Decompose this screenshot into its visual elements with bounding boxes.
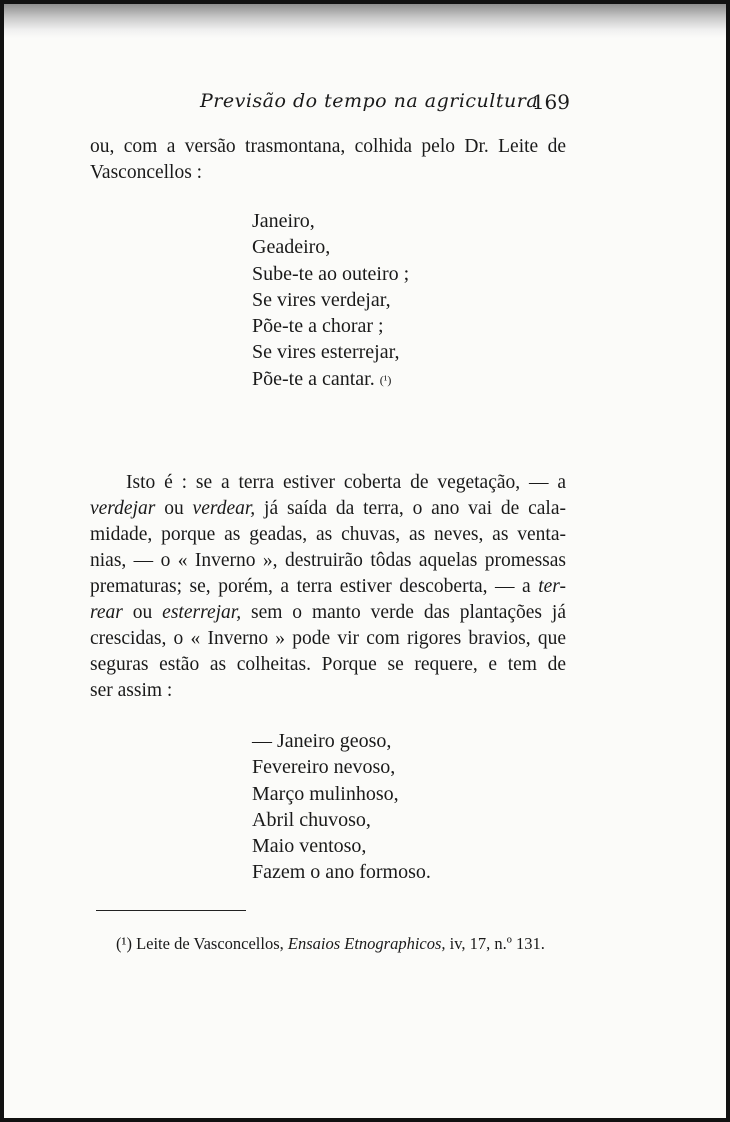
footnote-reference-detail: iv, 17, n.º 131. [445, 934, 545, 953]
paragraph-line [90, 600, 566, 626]
verse-line: Janeiro, [252, 210, 315, 232]
verse-line: Fazem o ano formoso. [252, 861, 431, 884]
footnote [116, 934, 545, 954]
verse-line: Geadeiro, [252, 236, 331, 259]
page-header [200, 90, 570, 120]
footnote-work-title: Ensaios Etnographicos, [287, 934, 446, 953]
verse-line: Sube-te ao outeiro ; [252, 262, 410, 285]
italic-term: ter- [538, 576, 566, 597]
paragraph-line: ou, com a versão trasmontana, colhida pelo Dr. Leite de [90, 136, 566, 157]
verse-line: Fevereiro nevoso, [252, 756, 396, 779]
verse-line: Março mulinhoso, [252, 782, 399, 805]
verse-block-months [252, 728, 431, 886]
page-number: 169 [531, 90, 570, 114]
verse-line: Põe-te a chorar ; [252, 315, 384, 338]
italic-term: esterrejar, [162, 602, 242, 623]
paragraph-line [90, 496, 566, 522]
paragraph-line: midade, porque as geadas, as chuvas, as neves, as venta- [90, 524, 566, 545]
line-text: ou [155, 498, 193, 519]
paragraph-line: nias, — o « Inverno », destruirão tôdas aquelas promessas [90, 550, 566, 571]
footnote-reference: (¹) [379, 372, 392, 387]
line-text: já saída da terra, o ano vai de cala- [255, 498, 566, 519]
line-text: Isto é : se a terra estiver coberta de vegetação, — a [126, 472, 566, 493]
footnote-author: Leite de Vasconcellos, [131, 934, 288, 953]
italic-term: verdejar [90, 498, 156, 519]
line-text: ou [122, 602, 163, 623]
paragraph-line: Vasconcellos : [90, 162, 203, 183]
verse-line-text: Põe-te a cantar. [252, 367, 375, 390]
verse-line: — Janeiro geoso, [252, 730, 392, 752]
paragraph-line [90, 574, 566, 600]
paragraph-line [90, 470, 566, 496]
running-title: Previsão do tempo na agricultura [200, 90, 539, 112]
verse-line: Se vires esterrejar, [252, 341, 400, 364]
verse-block-janeiro [252, 208, 409, 392]
paragraph-line: crescidas, o « Inverno » pode vir com rigores bravios, que [90, 628, 566, 649]
scan-edge-shading [4, 4, 726, 38]
footnote-rule [96, 910, 246, 911]
paragraph-line: seguras estão as colheitas. Porque se requere, e tem de [90, 654, 566, 675]
footnote-marker: (¹) [116, 934, 132, 953]
verse-line: Maio ventoso, [252, 835, 367, 858]
verse-line-last [252, 366, 409, 392]
paragraph-line: ser assim : [90, 680, 173, 701]
italic-term: rear [90, 602, 123, 623]
line-text: prematuras; se, porém, a terra estiver descoberta, — a [90, 576, 539, 597]
line-text: sem o manto verde das plantações já [241, 602, 566, 623]
paragraph-explanation [90, 470, 566, 704]
paragraph-intro [90, 134, 566, 186]
verse-line: Se vires verdejar, [252, 288, 391, 311]
verse-line: Abril chuvoso, [252, 808, 371, 831]
italic-term: verdear, [192, 498, 256, 519]
